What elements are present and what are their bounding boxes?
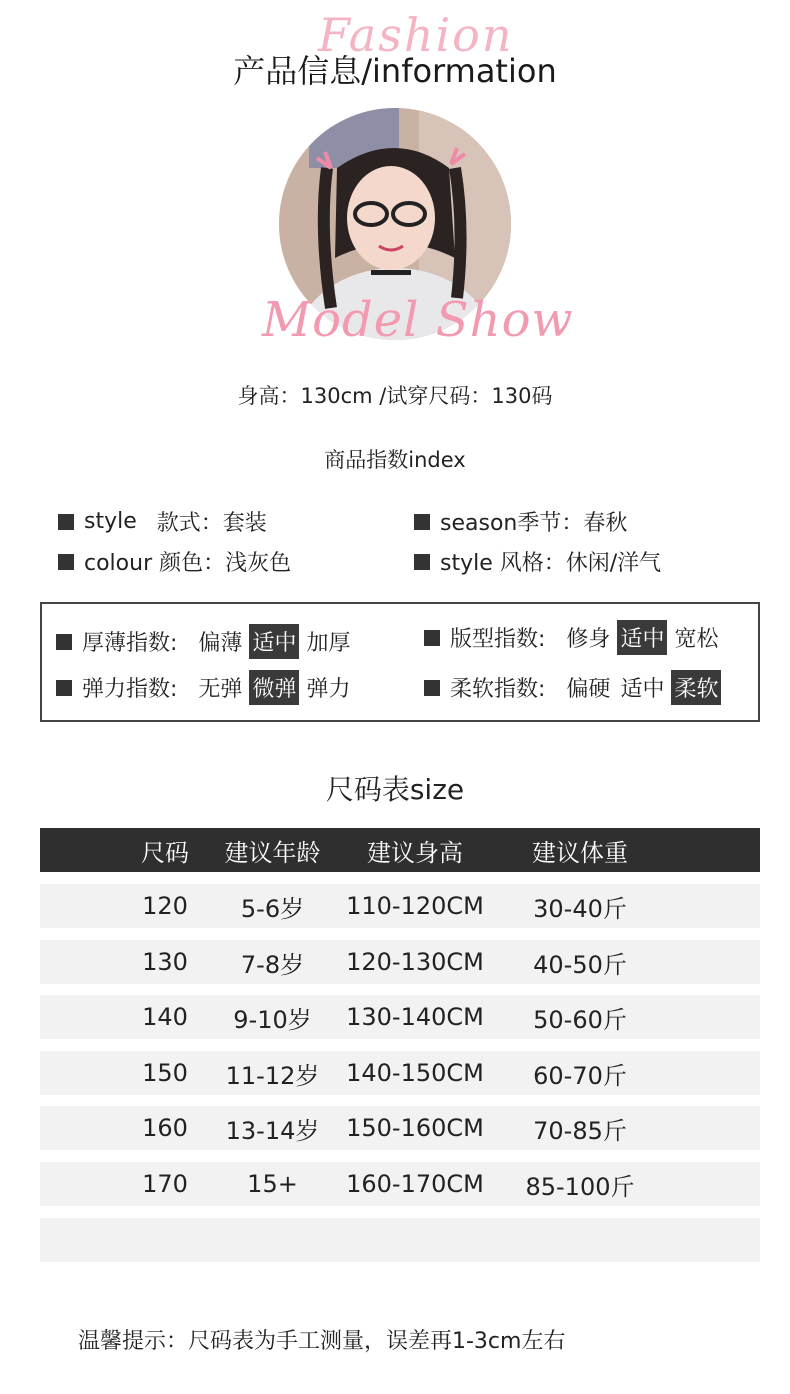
index-option: 修身 (566, 627, 611, 652)
bullet-square-icon (56, 634, 72, 650)
cell-height (345, 1218, 485, 1262)
page-title: 产品信息/information (233, 52, 557, 90)
attribute-style-feel (414, 546, 661, 577)
index-option: 无弹 (198, 677, 243, 702)
attribute-label: style (84, 509, 137, 534)
table-row (40, 940, 760, 984)
cell-weight: 30-40斤 (533, 894, 627, 923)
cell-size: 120 (142, 892, 188, 920)
table-row (40, 1106, 760, 1150)
model-size-info: 身高：130cm /试穿尺码：130码 (237, 384, 553, 408)
index-option: 适中 (620, 677, 665, 702)
bullet-square-icon (58, 554, 74, 570)
cell-size: 160 (142, 1114, 188, 1142)
cell-size (120, 1218, 210, 1262)
cell-size: 150 (142, 1059, 188, 1087)
table-row (40, 995, 760, 1039)
cell-weight: 70-85斤 (533, 1116, 627, 1145)
index-softness (424, 670, 725, 705)
cell-weight: 85-100斤 (525, 1172, 635, 1201)
attribute-label: style 风格：休闲/洋气 (440, 551, 662, 576)
cell-age: 9-10岁 (233, 1005, 312, 1034)
index-thickness (56, 624, 357, 659)
index-label: 柔软指数: (450, 677, 546, 702)
table-row-empty (40, 1218, 760, 1262)
fashion-script-decoration: Fashion (318, 8, 514, 62)
header-weight: 建议体重 (532, 838, 628, 867)
index-option: 加厚 (306, 631, 351, 656)
table-row (40, 1051, 760, 1095)
index-label: 版型指数: (450, 627, 546, 652)
index-label: 弹力指数: (82, 677, 178, 702)
index-option: 偏硬 (566, 677, 611, 702)
cell-size: 140 (142, 1003, 188, 1031)
cell-weight (510, 1218, 650, 1262)
bullet-square-icon (424, 630, 440, 646)
cell-height: 140-150CM (346, 1059, 484, 1087)
size-table-title: 尺码表size (325, 773, 465, 806)
cell-weight: 40-50斤 (533, 950, 627, 979)
cell-weight: 60-70斤 (533, 1061, 627, 1090)
bullet-square-icon (414, 554, 430, 570)
cell-weight: 50-60斤 (533, 1005, 627, 1034)
model-show-watermark: Model Show (262, 292, 574, 348)
index-option-selected: 微弹 (249, 670, 299, 705)
table-row (40, 1162, 760, 1206)
cell-size: 170 (142, 1170, 188, 1198)
cell-age: 11-12岁 (225, 1061, 320, 1090)
attribute-label: season季节：春秋 (440, 511, 628, 536)
header-height: 建议身高 (367, 838, 463, 867)
header-age: 建议年龄 (224, 838, 321, 867)
index-option: 宽松 (674, 627, 719, 652)
index-option-selected: 柔软 (671, 670, 721, 705)
index-option: 偏薄 (198, 631, 243, 656)
attribute-value: 款式：套装 (156, 511, 267, 536)
bullet-square-icon (414, 514, 430, 530)
cell-height: 120-130CM (346, 948, 484, 976)
bullet-square-icon (56, 680, 72, 696)
cell-age: 7-8岁 (240, 950, 305, 979)
attribute-style (58, 506, 267, 537)
bullet-square-icon (424, 680, 440, 696)
size-table-header (40, 828, 760, 872)
cell-size: 130 (142, 948, 188, 976)
attribute-colour (58, 546, 291, 577)
measurement-tip: 温馨提示：尺码表为手工测量，误差再1-3cm左右 (78, 1329, 566, 1354)
index-label: 厚薄指数: (82, 631, 178, 656)
table-row (40, 884, 760, 928)
bullet-square-icon (58, 514, 74, 530)
attribute-season (414, 506, 627, 537)
cell-height: 130-140CM (346, 1003, 484, 1031)
cell-height: 150-160CM (346, 1114, 484, 1142)
index-fit (424, 620, 725, 655)
cell-age: 15+ (247, 1170, 298, 1198)
index-option-selected: 适中 (617, 620, 667, 655)
cell-age: 5-6岁 (240, 894, 305, 923)
index-elasticity (56, 670, 357, 705)
index-section-title: 商品指数index (324, 448, 466, 472)
cell-height: 110-120CM (346, 892, 484, 920)
header-size: 尺码 (141, 838, 189, 867)
attribute-label: colour 颜色：浅灰色 (84, 551, 292, 576)
cell-height: 160-170CM (346, 1170, 484, 1198)
cell-age (210, 1218, 335, 1262)
index-option-selected: 适中 (249, 624, 299, 659)
cell-age: 13-14岁 (225, 1116, 320, 1145)
index-option: 弹力 (306, 677, 351, 702)
